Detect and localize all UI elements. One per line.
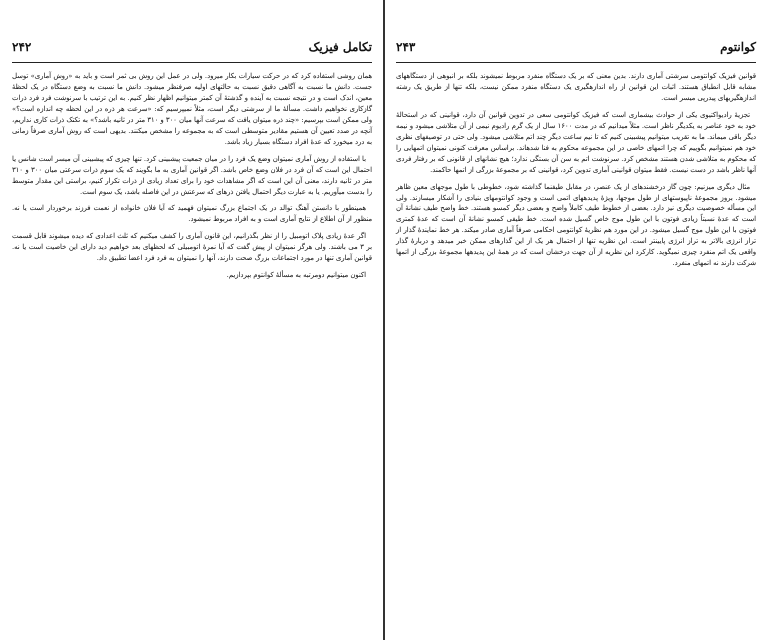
page-divider bbox=[383, 0, 385, 640]
left-page-header bbox=[12, 40, 372, 60]
header-rule bbox=[12, 62, 372, 63]
paragraph: مثال دیگری میزنیم: چون گاز درخشندهای از یک عنصر، در مقابل طیفنما گذاشته شود، خطوطی با طول موجهای معین ظاهر میشود. بروز مجموعهٔ ناپیوستهای از طول موجها، ویژهٔ پدیدههای اتمی است و وجود کوانتومهای بنیادی را آشکار میسازند. ولی این مسأله خصوصیت دیگری نیز دارد. بعضی از خطوط طیف کاملاً واضح و بعضی دیگر کمسو هستند. خط واضح طیف نشانهٔ آن است که عدهٔ نسبتاً زیادی فوتون با این طول موج خاص گسیل شده است. خط طیفی کمسو نشانهٔ آن است که عدهٔ کمتری فوتون با این طول موج گسیل میشود. در این مورد هم نظریهٔ کوانتومی احکامی صرفاً آماری صادر میکند. هر خط نمایندهٔ گذار از تراز انرژی بالاتر به تراز انرژی پایینتر است. این نظریه تنها از احتمال هر یک از این گذارهای ممکن خبر میدهد و دربارهٔ گذار واقعی یک اتم منفرد چیزی نمیگوید. کارکرد این نظریه از آن جهت درخشان است که در همهٔ این پدیدهها مجموعهٔ بزرگی از اتمها شرکت دارند نه اتمهای منفرد. bbox=[396, 182, 756, 268]
paragraph: قوانین فیزیک کوانتومی سرشتی آماری دارند. بدین معنی که بر یک دستگاه منفرد مربوط نمیشوند بلکه بر انبوهی از دستگاههای مشابه قابل انطباق هستند. اثبات این قوانین از راه اندازهگیری یک دستگاه منفرد ممکن نیست، بلکه تنها از طریق یک رشته اندازهگیریهای پیدرپی میسر است. bbox=[396, 72, 756, 102]
page-number: ۲۴۲ bbox=[12, 40, 32, 54]
right-page-header bbox=[396, 40, 756, 60]
paragraph: اکنون میتوانیم دومرتبه به مسألهٔ کوانتوم بپردازیم. bbox=[226, 271, 366, 280]
paragraph: همان روشی استفاده کرد که در حرکت سیارات بکار میرود. ولی در عمل این روش بی ثمر است و باید به «روش آماری» توسل جست. دانش ما نسبت به آگاهی دقیق نسبت به حالتهای اولیه صرفنظر میشود. دانش ما نسبت به وضع دستگاه در یک لحظهٔ معین، اندک است و در نتیجه نسبت به آینده و گذشتهٔ آن کمتر میتوانیم اظهار نظر کنیم. به این ترتیب با سرنوشت فرد فرد ذرات گازکاری نخواهیم داشت. مسألهٔ ما از سرشتی دیگر است، مثلاً نمیپرسیم که: «سرعت هر ذره در این لحظه چه اندازه است؟» ولی ممکن است بپرسیم: «چند ذره میتوان یافت که سرعت آنها میان ۳۰۰ و ۳۱۰ متر در ثانیه باشد؟» به تکتک ذرات کاری نداریم، آنچه در صدد تعیین آن هستیم مقادیر متوسطی است که به مجموعه را مشخص میکنند. بدیهی است که روش آماری صرفاً زمانی به درد میخورد که عدهٔ افراد دستگاه بسیار زیاد باشد. bbox=[12, 72, 372, 146]
running-title: کوانتوم bbox=[720, 40, 756, 54]
header-rule bbox=[396, 62, 756, 63]
paragraph: با استفاده از روش آماری نمیتوان وضع یک فرد را در میان جمعیت پیشبینی کرد. تنها چیزی که پیشبینی آن میسر است شانس یا احتمال این است که آن فرد در فلان وضع خاص باشد. اگر قوانین آماری به ما بگویند که یک سوم ذرات سرعتی میان ۳۰۰ و ۳۱۰ متر در ثانیه دارند، معنی آن این است که اگر مشاهدات خود را برای تعداد زیادی از ذرات تکرار کنیم، براستی این مقدار متوسط را بدست میآوریم. یا به عبارت دیگر احتمال یافتن ذرهای که سرعتش در این فاصله باشد، یک سوم است. bbox=[12, 154, 373, 196]
running-title: تکامل فیزیک bbox=[308, 40, 372, 54]
page-number: ۲۴۳ bbox=[396, 40, 416, 54]
paragraph: اگر عدهٔ زیادی پلاک اتومبیل را از نظر بگذرانیم، این قانون آماری را کشف میکنیم که ثلث اعدادی که دیده میشوند قابل قسمت بر ۳ می باشند. ولی هرگز نمیتوان از پیش گفت که آیا نمرهٔ اتومبیلی که لحظهای بعد خواهیم دید دارای این خاصیت است یا نه. قوانین آماری تنها در مورد اجتماعات بزرگ صحت دارند، آنها را نمیتوان به فرد فرد اعضا تطبیق داد. bbox=[12, 232, 372, 263]
paragraph: همینطور با دانستن آهنگ توالد در یک اجتماع بزرگ نمیتوان فهمید که آیا فلان خانواده از نعمت فرزند برخوردار است یا نه. منظور از آن اطلاع از نتایج آماری است و به افراد مربوط نمیشود. bbox=[12, 204, 372, 224]
right-page bbox=[386, 0, 768, 640]
paragraph: تجزیهٔ رادیواکتیوی یکی از حوادث بیشماری است که فیزیک کوانتومی سعی در تدوین قوانین آن دارد، قوانینی که در استحالهٔ خود به خود عناصر به یکدیگر ناظر است. مثلاً میدانیم که در مدت ۱۶۰۰ سال از یک گرم رادیوم نیمی از آن متلاشی میشود و نیمه دیگر باقی میماند. ما به تقریب میتوانیم پیشبینی کنیم که تا نیم ساعت دیگر چند اتم متلاشی میشود. ولی حتی در توصیفهای نظری خود هم نمیتوانیم بگوییم که چرا اتمهای خاصی در این مجموعه محکوم به فنا شدهاند. براساس معرفت کنونی نمیتوان اتمهایی را که محکوم به متلاشی شدن هستند مشخص کرد. سرنوشت اتم به سن آن بستگی ندارد؛ هیچ نشانهای از قانونی که بر رفتار فردی آنها ناظر باشد در دست نیست. فقط میتوان قوانینی آماری تدوین کرد، قوانینی که بر مجموعهٔ بزرگی از اتمها حاکمند. bbox=[396, 110, 756, 174]
right-page-body bbox=[396, 71, 756, 269]
left-page bbox=[0, 0, 382, 640]
left-page-body bbox=[12, 71, 372, 281]
